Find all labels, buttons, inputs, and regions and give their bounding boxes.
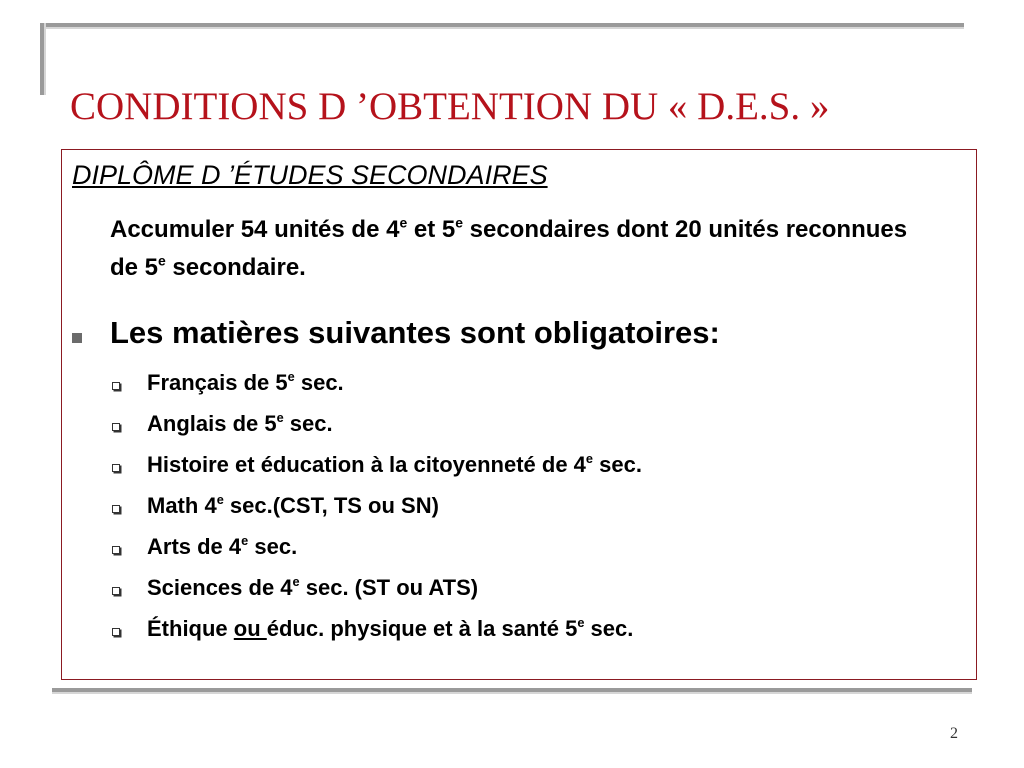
subject-pre: Français de 5 [147, 370, 288, 395]
content-box [61, 149, 977, 680]
checkbox-bullet-icon [112, 505, 120, 513]
subject-sup: e [577, 615, 585, 631]
intro-text-2: et 5 [407, 216, 456, 243]
intro-text-4: secondaire. [165, 254, 306, 281]
subject-text [147, 370, 344, 396]
subject-post: sec. [283, 411, 333, 436]
checkbox-bullet-icon [112, 587, 120, 595]
subject-post: sec. [584, 616, 634, 641]
subject-text [147, 452, 642, 478]
main-bullet [72, 315, 952, 357]
subject-sup: e [216, 492, 224, 508]
subject-post: sec. [248, 534, 298, 559]
subject-pre: Anglais de 5 [147, 411, 277, 436]
subject-post: sec.(CST, TS ou SN) [223, 493, 439, 518]
ethics-text: Éthique [147, 616, 234, 641]
underlined-or: ou [233, 616, 267, 641]
intro-sup-2: e [455, 214, 463, 231]
main-bullet-text: Les matières suivantes sont obligatoires: [110, 315, 720, 350]
subject-post: sec. [294, 370, 344, 395]
page-number: 2 [950, 725, 958, 742]
subject-pre: Arts de 4 [147, 534, 242, 559]
frame-bottom-line [52, 688, 972, 692]
subject-post: sec. [593, 452, 642, 477]
subject-post: sec. (ST ou ATS) [299, 575, 479, 600]
checkbox-bullet-icon [112, 464, 120, 472]
subject-sup: e [241, 533, 249, 549]
subject-sup: e [292, 574, 300, 590]
subject-text [147, 411, 333, 437]
checkbox-bullet-icon [112, 382, 120, 390]
section-heading: DIPLÔME D ’ÉTUDES SECONDAIRES [72, 160, 548, 190]
subject-pre: Histoire et éducation à la citoyenneté de 4 [147, 452, 586, 477]
subject-sup: e [585, 451, 593, 467]
intro-text-1: Accumuler 54 unités de 4 [110, 216, 400, 243]
subject-text [147, 493, 439, 519]
intro-sup-1: e [399, 214, 408, 231]
frame-top-line [42, 23, 964, 27]
checkbox-bullet-icon [112, 423, 120, 431]
subject-text [147, 534, 297, 560]
subject-pre: Sciences de 4 [147, 575, 293, 600]
frame-left-line [40, 23, 44, 95]
intro-sup-3: e [158, 252, 166, 269]
phys-ed-text: éduc. physique et à la santé 5 [266, 616, 578, 641]
intro-text-3: secondaires dont 20 unités reconnues de 5 [110, 216, 908, 281]
checkbox-bullet-icon [112, 546, 120, 554]
subject-pre: Math 4 [147, 493, 217, 518]
checkbox-bullet-icon [112, 628, 120, 636]
subject-text [147, 575, 478, 601]
subject-text [147, 616, 633, 642]
slide-title: CONDITIONS D ’OBTENTION DU « D.E.S. » [70, 85, 830, 128]
subject-sup: e [276, 410, 284, 426]
square-bullet-icon [72, 333, 82, 343]
intro-paragraph [110, 211, 930, 287]
subject-sup: e [287, 369, 295, 385]
